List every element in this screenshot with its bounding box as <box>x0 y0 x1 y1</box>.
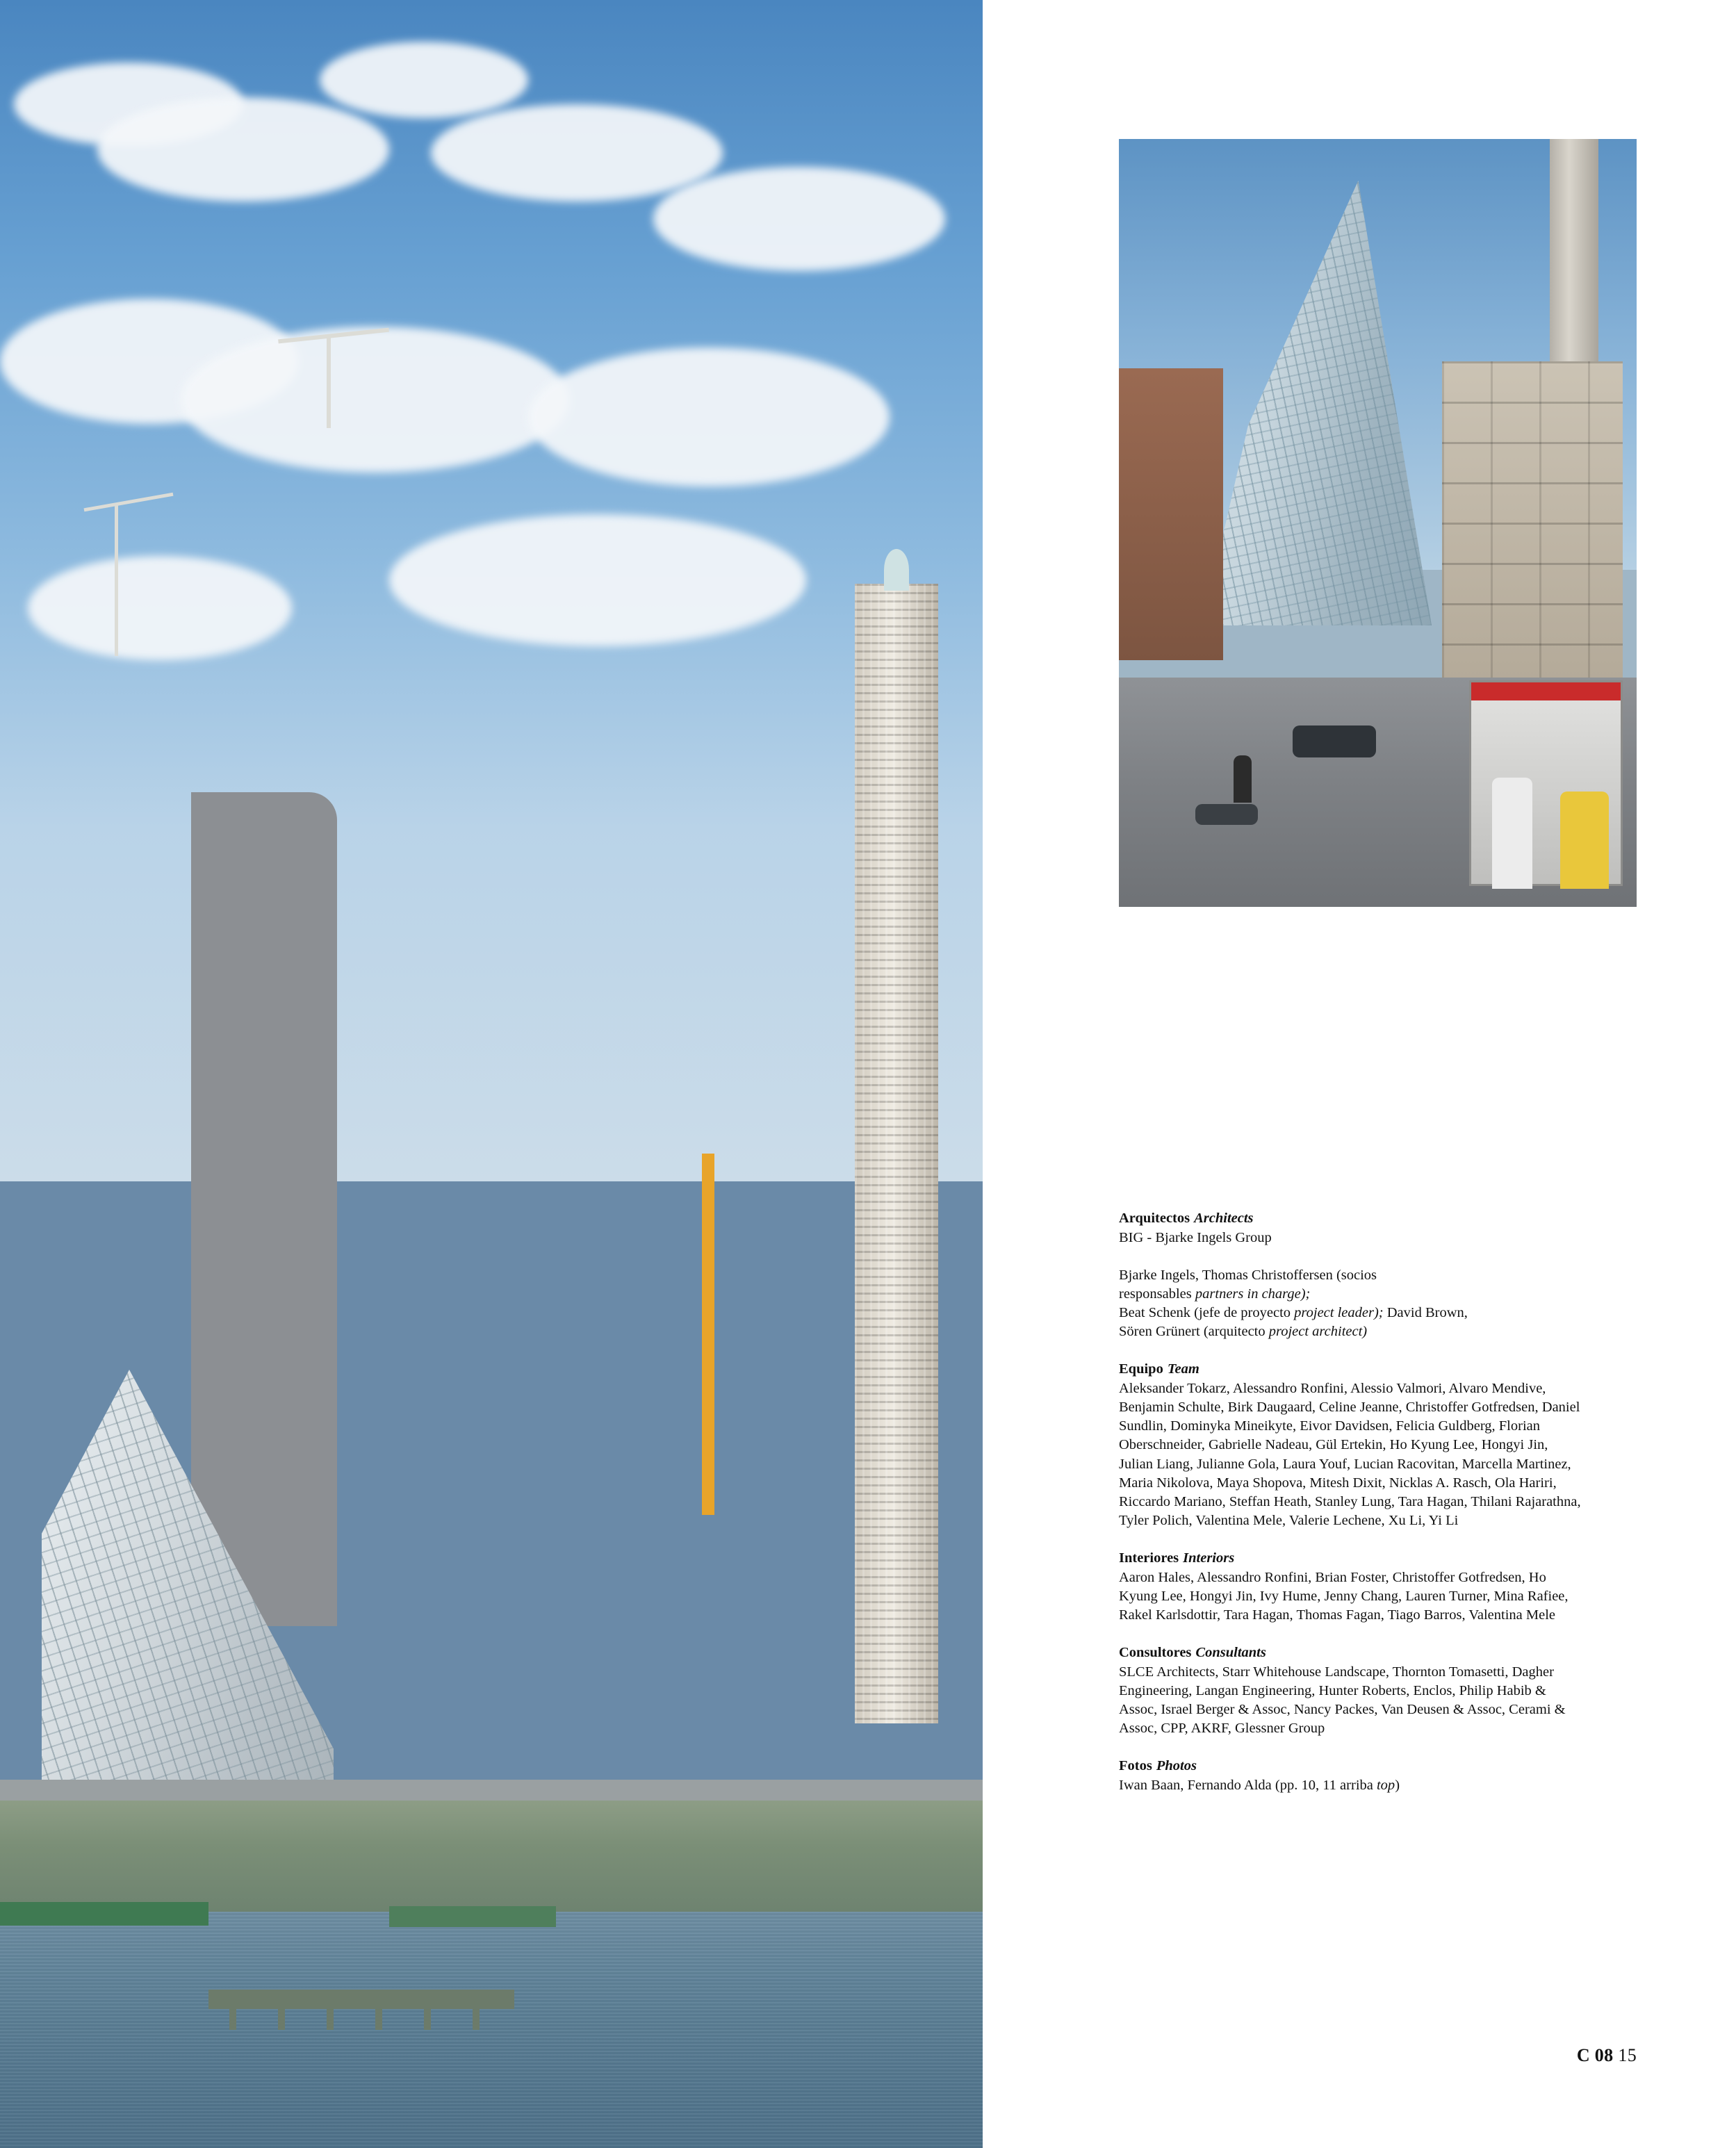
credits-heading-en: Team <box>1167 1361 1199 1377</box>
cloud <box>528 347 890 486</box>
cloud <box>97 97 389 202</box>
credits-partners-line-1: Bjarke Ingels, Thomas Christoffersen (socios <box>1119 1268 1377 1284</box>
cloud <box>653 167 945 271</box>
project-credits <box>1119 1209 1584 1795</box>
credits-photos-heading <box>1119 1757 1584 1776</box>
credits-heading-en: Architects <box>1194 1211 1254 1226</box>
credits-partners-role-es: responsables <box>1119 1286 1195 1302</box>
riverfront-promenade <box>0 1801 983 1912</box>
credits-leader-es: Beat Schenk (jefe de proyecto <box>1119 1305 1295 1321</box>
spire-tower <box>855 584 938 1723</box>
credits-heading-es: Fotos <box>1119 1758 1152 1774</box>
credits-heading-en: Consultants <box>1195 1644 1266 1660</box>
credits-heading-es: Consultores <box>1119 1644 1192 1660</box>
credits-architect-es: Sören Grünert (arquitecto <box>1119 1324 1269 1340</box>
credits-architects-heading <box>1119 1209 1584 1228</box>
street-level-photo <box>1119 139 1637 907</box>
credits-leader-line-1 <box>1119 1304 1584 1322</box>
credits-team-body: Aleksander Tokarz, Alessandro Ronfini, Alessio Valmori, Alvaro Mendive, Benjamin Schulte, Birk Daugaard, Celine Jeanne, Christoffer Gotfredsen, Daniel Sundlin, Dominyka Mineikyte, Eivor Davidsen, Felicia Guldberg, Florian Oberschneider, Gabrielle Nadeau, Gül Ertekin, Ho Kyung Lee, Hongyi Jin, Julian Liang, Julianne Gola, Laura Youf, Lucian Racovitan, Marcella Martinez, Maria Nikolova, Maya Shopova, Mitesh Dixit, Nicklas A. Rasch, Ola Hariri, Riccardo Mariano, Steffan Heath, Stanley Lung, Tara Hagan, Thilani Rajarathna, Tyler Polich, Valentina Mele, Valerie Lechene, Xu Li, Yi Li <box>1119 1381 1581 1528</box>
credits-partners <box>1119 1266 1584 1341</box>
credits-architects-office: BIG - Bjarke Ingels Group <box>1119 1230 1272 1246</box>
pedestrian-distant <box>1234 755 1252 803</box>
credits-photos-names: Iwan Baan, Fernando Alda (pp. 10, 11 arriba <box>1119 1778 1377 1794</box>
credits-photos-note-en: top <box>1376 1778 1395 1794</box>
page-folio <box>1577 2045 1637 2066</box>
brick-building <box>1119 368 1223 660</box>
right-column <box>983 0 1736 2148</box>
credits-leader-en: project leader); <box>1294 1305 1384 1321</box>
pier-piling <box>327 2002 334 2030</box>
green-barge <box>0 1902 208 1926</box>
pier-piling <box>229 2002 236 2030</box>
credits-interiors <box>1119 1549 1584 1625</box>
green-barge <box>389 1906 556 1927</box>
credits-photos-close: ) <box>1395 1778 1400 1794</box>
parked-car <box>1293 725 1376 757</box>
credits-photos-body <box>1119 1776 1584 1795</box>
folio-page-number: 15 <box>1618 2045 1637 2065</box>
credits-partners-line-2 <box>1119 1285 1584 1304</box>
cloud <box>431 104 723 202</box>
construction-crane-mast <box>115 503 118 656</box>
construction-crane-mast <box>327 338 331 428</box>
hudson-river <box>0 1912 983 2148</box>
credits-consultants-body: SLCE Architects, Starr Whitehouse Landscape, Thornton Tomasetti, Dagher Engineering, Langan Engineering, Hunter Roberts, Enclos, Philip Habib & Assoc, Israel Berger & Assoc, Nancy Packes, Van Deusen & Assoc, Cerami & Assoc, CPP, AKRF, Glessner Group <box>1119 1664 1566 1737</box>
pedestrian-white-shirt <box>1492 778 1532 889</box>
pier-piling <box>473 2002 480 2030</box>
pier-piling <box>424 2002 431 2030</box>
cloud <box>181 327 570 473</box>
credits-interiors-body: Aaron Hales, Alessandro Ronfini, Brian Foster, Christoffer Gotfredsen, Ho Kyung Lee, Hongyi Jin, Ivy Hume, Jenny Chang, Lauren Turner, Mina Rafiee, Rakel Karlsdottir, Tara Hagan, Thomas Fagan, Tiago Barros, Valentina Mele <box>1119 1569 1569 1623</box>
credits-leader-line-2 <box>1119 1322 1584 1341</box>
motorcycle <box>1195 804 1258 825</box>
vendor-yellow <box>1560 792 1609 889</box>
credits-heading-en: Interiors <box>1183 1550 1235 1566</box>
curved-glass-tower-top <box>191 792 337 1626</box>
folio-issue: C 08 <box>1576 2045 1614 2065</box>
pier-piling <box>375 2002 382 2030</box>
credits-leader-names: David Brown, <box>1383 1305 1468 1321</box>
cloud <box>320 42 528 118</box>
credits-heading-es: Equipo <box>1119 1361 1163 1377</box>
credits-architects <box>1119 1209 1584 1247</box>
credits-team <box>1119 1360 1584 1530</box>
credits-interiors-heading <box>1119 1549 1584 1568</box>
dome-crown <box>884 549 909 591</box>
cloud <box>28 556 292 660</box>
credits-photos <box>1119 1757 1584 1795</box>
food-cart-awning <box>1471 682 1621 700</box>
smokestack <box>1550 139 1598 368</box>
credits-heading-es: Interiores <box>1119 1550 1179 1566</box>
pier-deck <box>208 1990 514 2009</box>
credits-consultants <box>1119 1643 1584 1738</box>
stone-building <box>1442 361 1623 681</box>
credits-architect-en: project architect) <box>1268 1324 1368 1340</box>
cloud <box>389 514 806 646</box>
credits-partners-role-en: partners in charge); <box>1195 1286 1311 1302</box>
credits-team-heading <box>1119 1360 1584 1379</box>
credits-heading-en: Photos <box>1156 1758 1197 1774</box>
pier-piling <box>278 2002 285 2030</box>
construction-crane-tower <box>702 1154 714 1515</box>
credits-consultants-heading <box>1119 1643 1584 1662</box>
credits-heading-es: Arquitectos <box>1119 1211 1190 1226</box>
